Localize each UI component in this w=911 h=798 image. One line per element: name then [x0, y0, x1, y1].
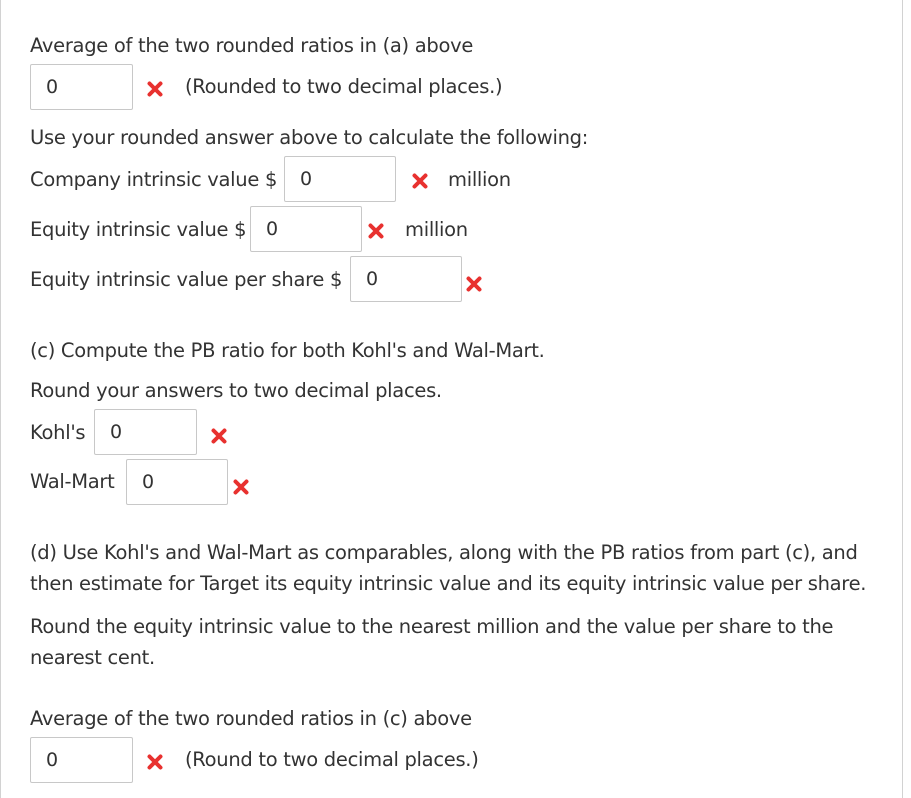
x-mark-icon [412, 173, 428, 189]
kohls-pb-input[interactable] [94, 409, 197, 455]
company-value-label: Company intrinsic value $ [30, 168, 278, 191]
x-mark-icon [147, 81, 163, 97]
part-c-instruction: Round your answers to two decimal places. [30, 379, 442, 402]
part-c-heading: (c) Compute the PB ratio for both Kohl's and Wal-Mart. [30, 339, 545, 362]
part-d-instruction: Round the equity intrinsic value to the nearest million and the value per share to the nearest cent. [30, 615, 834, 669]
equity-value-label: Equity intrinsic value $ [30, 218, 247, 241]
x-mark-icon [233, 479, 249, 495]
company-value-unit: million [448, 168, 511, 191]
equity-value-unit: million [405, 218, 468, 241]
x-mark-icon [368, 223, 384, 239]
kohls-label: Kohl's [30, 421, 86, 444]
avg-a-label: Average of the two rounded ratios in (a) above [30, 34, 474, 57]
equity-value-input[interactable] [250, 206, 362, 252]
walmart-label: Wal-Mart [30, 470, 115, 493]
calc-instruction: Use your rounded answer above to calculate the following: [30, 126, 588, 149]
avg-c-label: Average of the two rounded ratios in (c) above [30, 707, 472, 730]
company-value-input[interactable] [284, 156, 396, 202]
per-share-label: Equity intrinsic value per share $ [30, 268, 343, 291]
avg-a-input[interactable] [30, 64, 133, 110]
avg-c-input[interactable] [30, 737, 133, 783]
part-d-heading: (d) Use Kohl's and Wal-Mart as comparables, along with the PB ratios from part (c), and then estimate for Target its equity intrinsic value and its equity intrinsic value per share. [30, 541, 867, 595]
walmart-pb-input[interactable] [126, 459, 228, 505]
x-mark-icon [466, 276, 482, 292]
avg-c-note: (Round to two decimal places.) [185, 748, 479, 771]
per-share-input[interactable] [350, 256, 462, 302]
x-mark-icon [211, 428, 227, 444]
x-mark-icon [147, 754, 163, 770]
avg-a-note: (Rounded to two decimal places.) [185, 75, 503, 98]
